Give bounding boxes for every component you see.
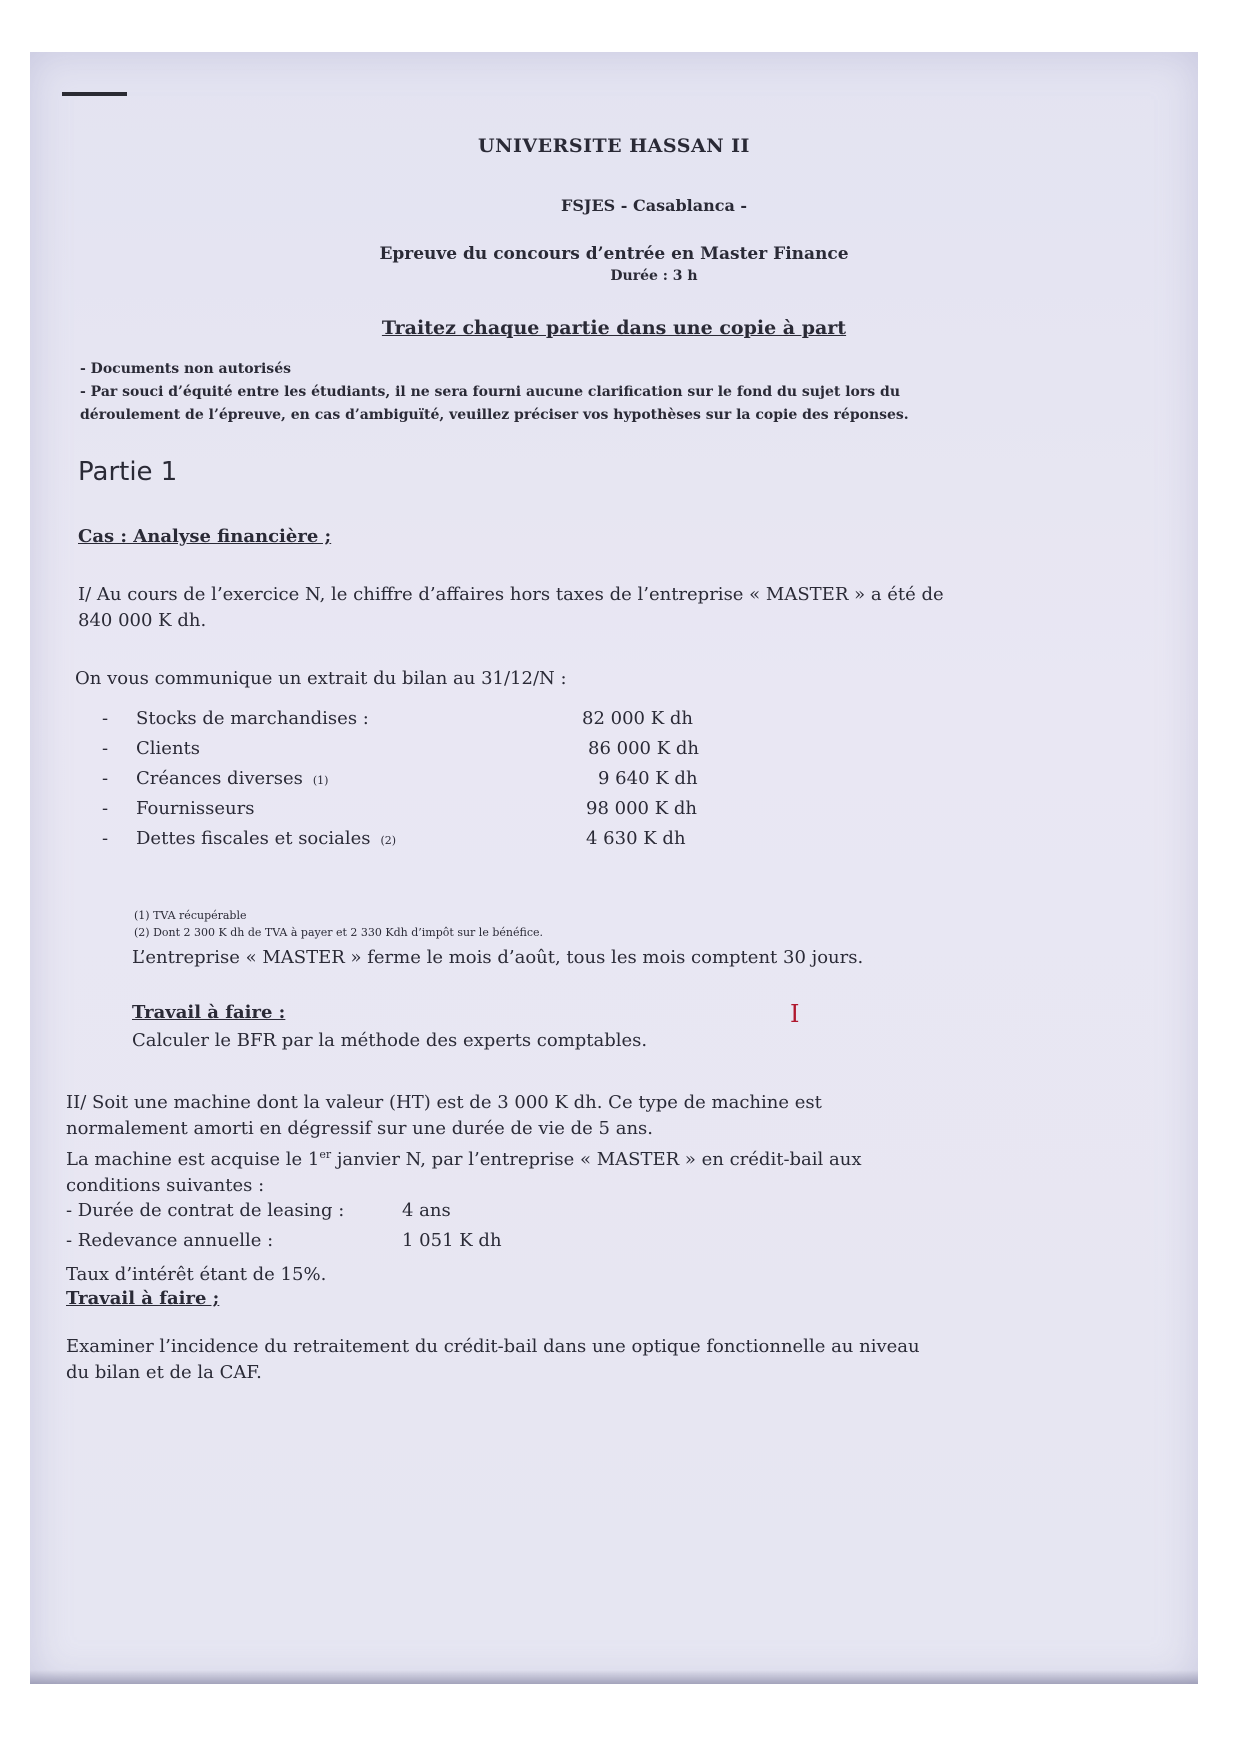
section2-text	[66, 1090, 936, 1199]
condition-value: 1 051 K dh	[402, 1230, 502, 1251]
section2-task: Examiner l’incidence du retraitement du crédit-bail dans une optique fonctionnelle au niveau du bilan et de la CAF.	[66, 1336, 920, 1383]
item-label: Fournisseurs	[136, 798, 255, 819]
item-value: 82 000 K dh	[582, 708, 693, 729]
scan-edge-shadow	[30, 1670, 1198, 1684]
red-annotation-mark: I	[790, 1000, 800, 1028]
faculty-name: FSJES - Casablanca -	[560, 196, 748, 215]
corner-pen-mark	[62, 92, 127, 96]
item-label: Créances diverses	[136, 768, 303, 789]
item-footnote-ref: (2)	[380, 834, 397, 847]
exam-instruction: Traitez chaque partie dans une copie à part	[381, 317, 847, 339]
section1-closing: L’entreprise « MASTER » ferme le mois d’août, tous les mois comptent 30 jours.	[132, 947, 864, 968]
item-footnote-ref: (1)	[312, 774, 329, 787]
todo-label: Travail à faire ;	[66, 1288, 220, 1309]
item-value: 98 000 K dh	[586, 798, 697, 819]
section1-intro: I/ Au cours de l’exercice N, le chiffre d’affaires hors taxes de l’entreprise « MASTER » a été de 840 000 K dh.	[78, 584, 944, 631]
footnote: (2) Dont 2 300 K dh de TVA à payer et 2 330 Kdh d’impôt sur le bénéfice.	[134, 926, 543, 939]
balance-intro: On vous communique un extrait du bilan au 31/12/N :	[75, 668, 567, 689]
item-label: Stocks de marchandises :	[136, 708, 369, 729]
university-name: UNIVERSITE HASSAN II	[478, 135, 750, 157]
item-label: Clients	[136, 738, 201, 759]
item-value: 9 640 K dh	[598, 768, 698, 789]
item-label: Dettes fiscales et sociales	[136, 828, 371, 849]
footnote: (1) TVA récupérable	[134, 909, 247, 922]
scanned-exam-page: UNIVERSITE HASSAN II FSJES - Casablanca - Epreuve du concours d’entrée en Master Finance Durée : 3 h Traitez chaque partie dans une copie à part - Documents non autorisés - Par souci d’équité entre les étudiants, il ne sera fourni aucune clarification sur le fond du sujet lors du déroulement de l’épreuve, en cas d’ambiguïté, veuillez préciser vos hypothèses sur la copie des réponses. Partie 1 Cas : Analyse financière ; I/ Au cours de l’exercice N, le chiffre d’affaires hors taxes de l’entreprise « MASTER » a été de 840 000 K dh. On vous communique un extrait du bilan au 31/12/N : - Stocks de marchandises : 82 000 K dh - Clients 86 000 K dh - Créances diverses (1) 9 640 K dh - Fournisseurs 98 000 K dh - Dettes fiscales et sociales (2) 4 630 K dh (1) TVA récupérable (2) Dont 2 300 K dh de TVA à payer et 2 330 Kdh d’impôt sur le bénéfice. L’entreprise « MASTER » ferme le mois d’août, tous les mois comptent 30 jours. Travail à faire : I Calculer le BFR par la méthode des experts comptables. II/ Soit une machine dont la valeur (HT) est de 3 000 K dh. Ce type de machine est normalement amorti en dégressif sur une durée de vie de 5 ans. La machine est acquise le 1er janvier N, par l’entreprise « MASTER » en crédit-bail aux conditions suivantes : - Durée de contrat de leasing : 4 ans - Redevance annuelle : 1 051 K dh Taux d’intérêt étant de 15%. Travail à faire ; Examiner l’incidence du retraitement du crédit-bail dans une optique fonctionnelle au niveau du bilan et de la CAF.	[30, 52, 1198, 1684]
exam-duration: Durée : 3 h	[610, 268, 698, 284]
section1-task: Calculer le BFR par la méthode des experts comptables.	[132, 1030, 648, 1051]
case-title: Cas : Analyse financière ;	[78, 526, 332, 547]
item-value: 86 000 K dh	[588, 738, 699, 759]
rule-item: - Documents non autorisés	[80, 361, 291, 377]
exam-title: Epreuve du concours d’entrée en Master Finance	[379, 244, 849, 264]
todo-label: Travail à faire :	[132, 1002, 286, 1023]
interest-rate: Taux d’intérêt étant de 15%.	[66, 1264, 327, 1285]
item-value: 4 630 K dh	[586, 828, 686, 849]
footnotes	[134, 907, 543, 941]
exam-rules	[80, 358, 1000, 427]
condition-label: - Durée de contrat de leasing :	[66, 1200, 345, 1221]
condition-label: - Redevance annuelle :	[66, 1230, 274, 1251]
condition-value: 4 ans	[402, 1200, 451, 1221]
section2-acquisition: La machine est acquise le 1er janvier N, par l’entreprise « MASTER » en crédit-bail aux conditions suivantes :	[66, 1148, 862, 1196]
section2-intro: II/ Soit une machine dont la valeur (HT) est de 3 000 K dh. Ce type de machine est normalement amorti en dégressif sur une durée de vie de 5 ans.	[66, 1092, 822, 1139]
part-title: Partie 1	[78, 457, 178, 487]
rule-item: - Par souci d’équité entre les étudiants, il ne sera fourni aucune clarification sur le fond du sujet lors du déroulement de l’épreuve, en cas d’ambiguïté, veuillez préciser vos hypothèses sur la copie des réponses.	[80, 384, 909, 423]
